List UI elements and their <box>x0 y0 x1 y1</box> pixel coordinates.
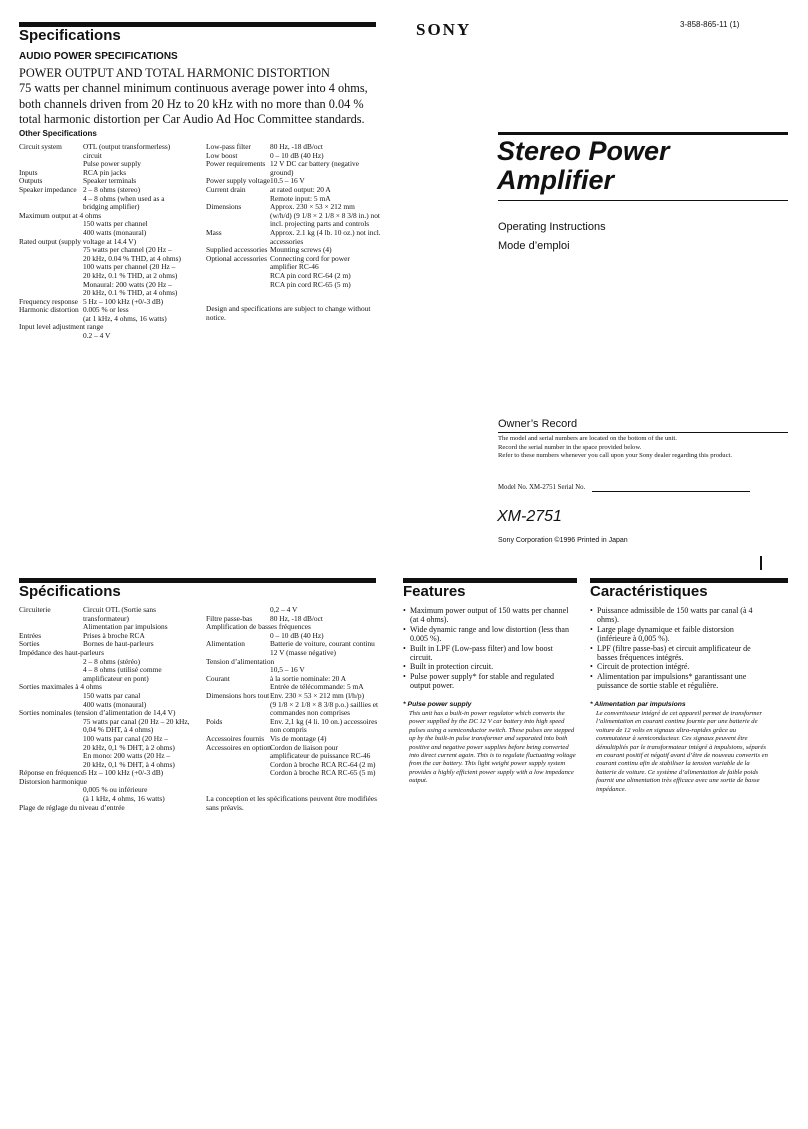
spec-value-line: à la sortie nominale: 20 A <box>270 673 347 683</box>
sony-logo: SONY <box>416 20 472 39</box>
spec-key: Outputs <box>19 176 43 186</box>
spec-value-line: incl. projecting parts and controls <box>270 219 370 229</box>
power-line: total harmonic distortion per Car Audio Ad Hoc Committee standards. <box>19 112 365 127</box>
spec-row <box>206 718 388 735</box>
spec-value-line: 20 kHz, 0,1 % DHT, à 4 ohms) <box>83 759 175 769</box>
spec-key: Accessoires en option <box>206 742 271 752</box>
spec-key: Inputs <box>19 167 38 177</box>
spec-value-line: 10.5 – 16 V <box>270 176 305 186</box>
spec-key: Frequency response <box>19 296 78 306</box>
spec-row <box>206 658 388 675</box>
feature-item: • Pulse power supply* for stable and regulated output power. <box>403 672 575 691</box>
power-output-text <box>19 66 389 128</box>
spec-value-line: 400 watts (monaural) <box>83 227 147 237</box>
spec-value-line: Mounting screws (4) <box>270 245 332 255</box>
spec-value-line: 20 kHz, 0.04 % THD, at 4 ohms) <box>83 253 181 263</box>
spec-key: Sorties nominales (tension d’alimentation de 14,4 V) <box>19 708 176 718</box>
spec-value-line: 20 kHz, 0,1 % DHT, à 2 ohms) <box>83 742 175 752</box>
spec-key: Supplied accessories <box>206 245 268 255</box>
spec-value-line: Cordon à broche RCA RC-65 (5 m) <box>270 768 376 778</box>
spec-key: Réponse en fréquence <box>19 768 85 778</box>
spec-value-line: accessories <box>270 236 304 246</box>
spec-key: Low boost <box>206 150 238 160</box>
spec-value-line: Env. 230 × 53 × 212 mm (l/h/p) <box>270 690 365 700</box>
spec-fr-left-table <box>19 606 205 812</box>
spec-value-line: 0,2 – 4 V <box>270 605 298 614</box>
instructions-en: Operating Instructions <box>498 221 606 233</box>
cut-mark <box>760 556 762 570</box>
power-line: POWER OUTPUT AND TOTAL HARMONIC DISTORTION <box>19 66 330 80</box>
spec-value-line: RCA pin jacks <box>83 167 127 177</box>
spec-en-left-table <box>19 143 205 341</box>
spec-value <box>83 186 205 212</box>
spec-key: Plage de réglage du niveau d’entrée <box>19 802 125 812</box>
spec-value-line: Batterie de voiture, courant continu <box>270 639 375 649</box>
spec-key: Speaker impedance <box>19 184 77 194</box>
spec-key: Power supply voltage <box>206 176 271 186</box>
spec-value <box>270 692 388 718</box>
spec-key: Dimensions <box>206 202 242 212</box>
spec-key: Optional accessories <box>206 253 267 263</box>
spec-row <box>206 186 386 203</box>
spec-value-line: Connecting cord for power <box>270 253 350 263</box>
features-title: Features <box>403 583 466 600</box>
spec-value-line: amplificateur de puissance RC-46 <box>270 751 371 761</box>
spec-row <box>19 143 205 169</box>
spec-value <box>270 186 386 203</box>
spec-value <box>270 229 386 246</box>
spec-value-line: 2 – 8 ohms (stéréo) <box>83 656 141 666</box>
spec-value-line: 75 watts per channel (20 Hz – <box>83 245 172 255</box>
spec-value-line: 2 – 8 ohms (stereo) <box>83 184 141 194</box>
spec-value-line: Entrée de télécommande: 5 mA <box>270 682 364 692</box>
caract-list <box>590 606 765 691</box>
spec-value <box>19 692 205 709</box>
spec-key: Amplification de basses fréquences <box>206 622 311 632</box>
spec-key: Courant <box>206 673 230 683</box>
spec-value-line: 0 – 10 dB (40 Hz) <box>270 150 324 160</box>
spec-value-line: ground) <box>270 167 294 177</box>
spec-value <box>83 306 205 323</box>
spec-key: Current drain <box>206 184 246 194</box>
spec-value <box>83 606 205 632</box>
model-line: Model No. XM-2751 Serial No. <box>498 484 586 491</box>
cover-rule <box>498 132 788 135</box>
spec-value-line: En mono: 200 watts (20 Hz – <box>83 751 171 761</box>
spec-key: Filtre passe-bas <box>206 613 253 623</box>
spec-value-line: Approx. 2.1 kg (4 lb. 10 oz.) not incl. <box>270 227 381 237</box>
product-title-line: Stereo Power <box>497 136 670 166</box>
spec-fr-note: La conception et les spécifications peuvent être modifiées sans préavis. <box>206 794 377 812</box>
spec-row <box>19 212 205 238</box>
spec-key: Alimentation <box>206 639 245 649</box>
spec-key: Distorsion harmonique <box>19 776 87 786</box>
spec-row <box>19 306 205 323</box>
spec-value-line: circuit <box>83 150 102 160</box>
spec-value-line: bridging amplifier) <box>83 202 140 212</box>
spec-value-line: Circuit OTL (Sortie sans <box>83 605 157 614</box>
feature-item: • Built in protection circuit. <box>403 662 575 671</box>
spec-value-line: 150 watts per channel <box>83 219 148 229</box>
spec-key: Harmonic distortion <box>19 305 79 315</box>
spec-value-line: Prises à broche RCA <box>83 630 145 640</box>
spec-value-line: amplifier RC-46 <box>270 262 319 272</box>
spec-key: Input level adjustment range <box>19 322 104 332</box>
model-name: XM-2751 <box>497 508 562 525</box>
spec-value-line: Alimentation par impulsions <box>83 622 168 632</box>
spec-value-line: Monaural: 200 watts (20 Hz – <box>83 279 172 289</box>
spec-en-right-table <box>206 143 386 289</box>
spec-value-line: (à 1 kHz, 4 ohms, 16 watts) <box>83 794 165 804</box>
product-title <box>497 137 670 195</box>
spec-value <box>270 203 386 229</box>
feature-item: • Built in LPF (Low-pass filter) and low boost circuit. <box>403 644 575 663</box>
spec-value-line: Vis de montage (4) <box>270 733 327 743</box>
spec-value-line: (w/h/d) (9 1/8 × 2 1/8 × 8 3/8 in.) not <box>270 210 380 220</box>
spec-value-line: non compris <box>270 725 307 735</box>
spec-row <box>206 675 388 692</box>
spec-value-line: 0,005 % ou inférieure <box>83 785 148 795</box>
spec-value <box>83 769 205 778</box>
spec-value <box>270 675 388 692</box>
spec-value <box>19 332 205 341</box>
spec-value-line: at rated output: 20 A <box>270 184 331 194</box>
spec-key: Tension d’alimentation <box>206 656 275 666</box>
power-line: both channels driven from 20 Hz to 20 kHz with no more than 0.04 % <box>19 96 364 111</box>
corp-line: Sony Corporation ©1996 Printed in Japan <box>498 537 628 544</box>
spec-value-line: 150 watts par canal <box>83 690 141 700</box>
spec-value-line: Remote input: 5 mA <box>270 193 331 203</box>
feature-item: • Wide dynamic range and low distortion (less than 0.005 %). <box>403 625 575 644</box>
spec-value <box>19 718 205 770</box>
features-note-title: * Pulse power supply <box>403 701 472 708</box>
spec-value-line: amplificateur en pont) <box>83 673 149 683</box>
spec-row <box>19 186 205 212</box>
spec-key: Mass <box>206 227 222 237</box>
spec-value-line: 80 Hz, -18 dB/oct <box>270 142 323 151</box>
cover-rule-2 <box>498 200 788 201</box>
spec-key: Poids <box>206 716 223 726</box>
spec-value-line: RCA pin cord RC-65 (5 m) <box>270 279 351 289</box>
spec-value-line: Speaker terminals <box>83 176 137 186</box>
spec-value <box>270 744 388 778</box>
spec-value-line: 5 Hz – 100 kHz (+0/-3 dB) <box>83 296 164 306</box>
spec-value-line: Bornes de haut-parleurs <box>83 639 154 649</box>
spec-value <box>19 246 205 298</box>
product-title-line: Amplifier <box>497 165 615 195</box>
spec-value <box>83 143 205 169</box>
spec-row <box>206 623 388 640</box>
spec-row <box>206 744 388 778</box>
owners-line: Refer to these numbers whenever you call upon your Sony dealer regarding this product. <box>498 452 733 460</box>
spec-value-line: 100 watts par canal (20 Hz – <box>83 733 168 743</box>
spec-value-line: 20 kHz, 0.1 % THD, at 2 ohms) <box>83 270 178 280</box>
spec-fr-right-table <box>206 606 388 778</box>
spec-value-line: Cordon à broche RCA RC-64 (2 m) <box>270 759 376 769</box>
spec-value-line: transformateur) <box>83 613 129 623</box>
spec-value-line: 0.2 – 4 V <box>83 331 111 341</box>
spec-value-line: 20 kHz, 0.1 % THD, at 4 ohms) <box>83 288 178 298</box>
spec-key: Sorties <box>19 639 40 649</box>
spec-value-line: 75 watts par canal (20 Hz – 20 kHz, <box>83 716 190 726</box>
spec-value-line: 4 – 8 ohms (utilisé comme <box>83 665 162 675</box>
spec-key: Entrées <box>19 630 42 640</box>
owners-rule <box>498 432 788 433</box>
spec-value-line: Approx. 230 × 53 × 212 mm <box>270 202 355 212</box>
part-number: 3-858-865-11 (1) <box>680 20 740 29</box>
spec-key: Circuit system <box>19 142 62 151</box>
other-specs-heading: Other Specifications <box>19 129 97 138</box>
spec-en-note: Design and specifications are subject to change without notice. <box>206 304 371 322</box>
spec-value-line: (at 1 kHz, 4 ohms, 16 watts) <box>83 313 167 323</box>
spec-value-line: 400 watts (monaural) <box>83 699 147 709</box>
spec-key: Accessoires fournis <box>206 733 265 743</box>
caract-item: • LPF (filtre passe-bas) et circuit amplificateur de basses fréquences intégrés. <box>590 644 765 663</box>
caract-item: • Puissance admissible de 150 watts par canal (à 4 ohms). <box>590 606 765 625</box>
spec-row <box>19 649 205 683</box>
caract-note-text: Le convertisseur intégré de cet appareil permet de transformer l’alimentation en courant continu fournie par une batterie de voiture de 12 volts en signaux ultra-rapides grâce au commutateur à semiconducteur. Ces signaux peuvent être démultipliés par le transformateur intégré à impulsions, séparés en courant positif et négatif avant d’être de nouveau convertis en courant continu afin de stabiliser la tension variable de la batterie de voiture. Ce système d’alimentation de faible poids fournit une alimentation très efficace avec une sortie de basse impédance. <box>596 710 768 793</box>
spec-value <box>19 220 205 237</box>
spec-value-line: OTL (output transformerless) <box>83 142 171 151</box>
spec-value-line: Cordon de liaison pour <box>270 742 338 752</box>
spec-key: Power requirements <box>206 159 266 169</box>
spec-value-line: 100 watts per channel (20 Hz – <box>83 262 176 272</box>
spec-key: Circuiterie <box>19 605 51 614</box>
spec-value-line: 12 V (masse négative) <box>270 647 337 657</box>
spec-value <box>270 718 388 735</box>
spec-key: Impédance des haut-parleurs <box>19 647 104 657</box>
spec-row <box>206 160 386 177</box>
caract-item: • Large plage dynamique et faible distorsion (inférieure à 0,005 %). <box>590 625 765 644</box>
spec-row <box>19 778 205 804</box>
caract-note-title: * Alimentation par impulsions <box>590 701 686 708</box>
features-list <box>403 606 575 691</box>
spec-row <box>19 804 205 813</box>
spec-key: Low-pass filter <box>206 142 251 151</box>
spec-row <box>19 238 205 298</box>
spec-row <box>206 229 386 246</box>
spec-value-line: RCA pin cord RC-64 (2 m) <box>270 270 351 280</box>
owners-line: The model and serial numbers are located on the bottom of the unit. <box>498 435 677 442</box>
spec-row <box>206 255 386 289</box>
spec-value <box>270 640 388 657</box>
power-line: 75 watts per channel minimum continuous average power into 4 ohms, <box>19 81 368 96</box>
spec-key: Rated output (supply voltage at 14.4 V) <box>19 236 137 246</box>
spec-value-line: 0 – 10 dB (40 Hz) <box>270 630 324 640</box>
caract-item: • Circuit de protection intégré. <box>590 662 765 671</box>
audio-power-heading: AUDIO POWER SPECIFICATIONS <box>19 51 178 62</box>
spec-value-line: Pulse power supply <box>83 159 141 169</box>
spec-row <box>206 640 388 657</box>
features-note-text: This unit has a built-in power regulator which converts the power supplied by the DC 12 V car battery into high speed pulses using a semiconductor switch. These pulses are stepped up by the built-in pulse transformer and separated into both positive and negative power supplies before being converted into direct current again. This is to regulate fluctuating voltage from the car battery. This light weight power supply system provides a highly efficient power supply with a low impedance output. <box>409 710 576 785</box>
spec-value-line: commandes non comprises <box>270 708 351 718</box>
spec-value <box>19 786 205 803</box>
spec-fr-title: Spécifications <box>19 583 121 600</box>
caract-title: Caractéristiques <box>590 583 708 600</box>
spec-row <box>206 203 386 229</box>
spec-value-line: 12 V DC car battery (negative <box>270 159 360 169</box>
spec-row <box>19 683 205 709</box>
caract-item: • Alimentation par impulsions* garantissant une puissance de sortie stable et régulière. <box>590 672 765 691</box>
spec-value <box>270 160 386 177</box>
spec-value-line: 5 Hz – 100 kHz (+0/-3 dB) <box>83 768 164 778</box>
spec-row <box>19 709 205 769</box>
spec-row <box>19 323 205 340</box>
spec-value-line: 10,5 – 16 V <box>270 665 305 675</box>
instructions-fr: Mode d’emploi <box>498 240 570 252</box>
owners-text <box>498 435 748 461</box>
spec-value-line: (9 1/8 × 2 1/8 × 8 3/8 p.o.) saillies et <box>270 699 379 709</box>
spec-value <box>270 255 386 289</box>
owners-record-title: Owner’s Record <box>498 418 578 430</box>
feature-item: • Maximum power output of 150 watts per channel (at 4 ohms). <box>403 606 575 625</box>
spec-row <box>19 606 205 632</box>
spec-value-line: 4 – 8 ohms (when used as a <box>83 193 165 203</box>
spec-en-title: Specifications <box>19 27 121 44</box>
owners-line: Record the serial number in the space provided below. <box>498 443 642 451</box>
spec-value-line: 0.005 % or less <box>83 305 129 315</box>
serial-underline <box>592 491 750 492</box>
spec-key: Dimensions hors tout <box>206 690 270 700</box>
spec-key: Sorties maximales à 4 ohms <box>19 682 102 692</box>
spec-key: Maximum output at 4 ohms <box>19 210 102 220</box>
spec-value-line: 80 Hz, -18 dB/oct <box>270 613 323 623</box>
spec-row <box>206 692 388 718</box>
spec-value <box>19 658 205 684</box>
spec-value-line: 0,04 % DHT, à 4 ohms) <box>83 725 154 735</box>
spec-value-line: Env. 2,1 kg (4 li. 10 on.) accessoires <box>270 716 378 726</box>
